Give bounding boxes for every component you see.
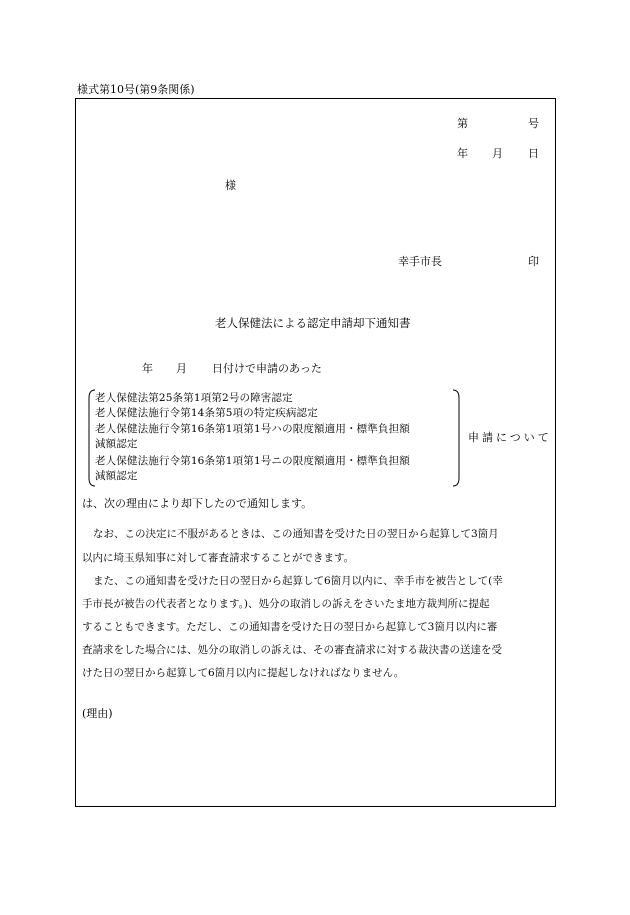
appeal-notice-line: なお、この決定に不服があるときは、この通知書を受けた日の翌日から起算して3箇月	[93, 528, 499, 540]
list-item-limit-amount-ni: 老人保健法施行令第16条第1項第1号ニの限度額適用・標準負担額	[95, 455, 410, 467]
date-month-label: 月	[492, 147, 503, 160]
list-item-limit-amount-ni-cont: 減額認定	[95, 470, 138, 482]
lawsuit-notice-line: また、この通知書を受けた日の翌日から起算して6箇月以内に、幸手市を被告として(幸	[93, 575, 503, 587]
rejection-statement: は、次の理由により却下したので通知します。	[82, 497, 313, 510]
lawsuit-notice-line: することもできます。ただし、この通知書を受けた日の翌日から起算して3箇月以内に審	[82, 621, 498, 633]
document-number-prefix: 第	[457, 117, 468, 130]
lawsuit-notice-line: 手市長が被告の代表者となります。)、処分の取消しの訴えをさいたま地方裁判所に提起	[82, 598, 490, 610]
lawsuit-notice-line: 査請求をした場合には、処分の取消しの訴えは、その審査請求に対する裁決書の送達を受	[82, 644, 502, 656]
reason-label: (理由)	[82, 707, 113, 720]
appeal-notice-line: 以内に埼玉県知事に対して審査請求することができます。	[82, 552, 355, 564]
lawsuit-notice-line: けた日の翌日から起算して6箇月以内に提起しなければなりません。	[82, 667, 405, 679]
intro-text: 日付けで申請のあった	[212, 362, 322, 375]
date-day-label: 日	[528, 147, 539, 160]
addressee-honorific: 様	[225, 179, 236, 192]
regarding-label: 申請について	[468, 431, 552, 444]
date-year-label: 年	[457, 147, 468, 160]
list-item-disability-certification: 老人保健法第25条第1項第2号の障害認定	[95, 392, 293, 404]
intro-year-label: 年	[142, 362, 153, 375]
list-item-limit-amount-ha: 老人保健法施行令第16条第1項第1号ハの限度額適用・標準負担額	[95, 423, 410, 435]
list-item-limit-amount-ha-cont: 減額認定	[95, 438, 138, 450]
seal-mark: 印	[528, 255, 539, 268]
issuer-name: 幸手市長	[398, 255, 442, 268]
document-number-suffix: 号	[528, 117, 539, 130]
intro-month-label: 月	[176, 362, 187, 375]
list-item-specific-disease-certification: 老人保健法施行令第14条第5項の特定疾病認定	[95, 407, 318, 419]
form-number-label: 様式第10号(第9条関係)	[77, 83, 195, 96]
document-title: 老人保健法による認定申請却下通知書	[215, 316, 411, 330]
